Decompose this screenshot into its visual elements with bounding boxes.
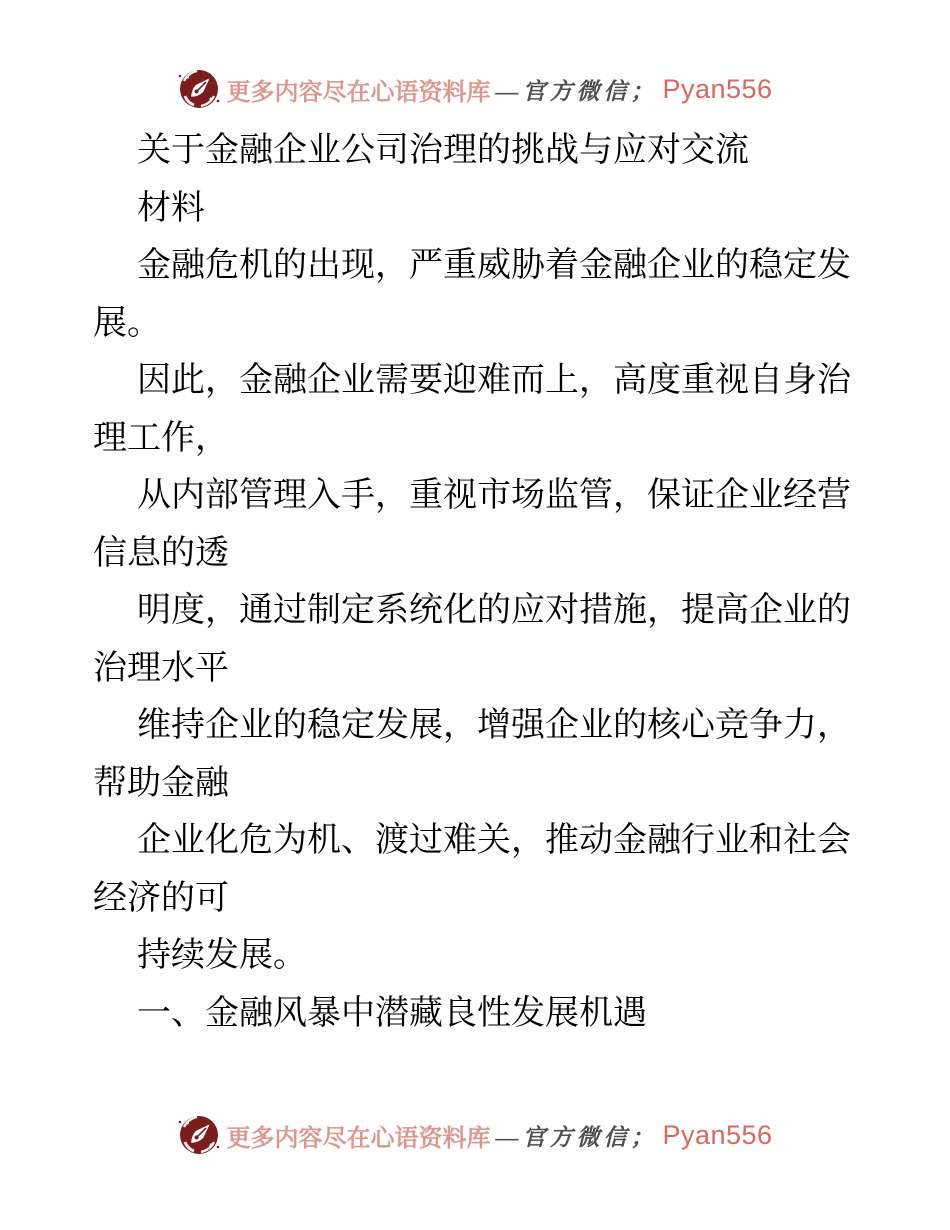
text-line: 帮助金融 — [93, 764, 229, 802]
text-line: 材料 — [137, 189, 205, 227]
text-line: 金融危机的出现，严重威胁着金融企业的稳定发 — [137, 247, 851, 284]
header-watermark — [0, 66, 950, 112]
text-line: 理工作， — [93, 419, 229, 457]
footer-watermark — [0, 1112, 950, 1158]
official-wechat-label: —官方微信； — [495, 1124, 658, 1150]
text-line: 维持企业的稳定发展，增强企业的核心竞争力， — [137, 707, 851, 744]
official-wechat-label: —官方微信； — [495, 78, 658, 104]
text-line: 一、金融风暴中潜藏良性发展机遇 — [137, 994, 647, 1032]
text-line: 从内部管理入手，重视市场监管，保证企业经营 — [137, 477, 851, 514]
wechat-id: Pyan556 — [662, 73, 773, 104]
text-line: 经济的可 — [93, 879, 229, 917]
text-line: 信息的透 — [93, 534, 229, 572]
text-line: 持续发展。 — [137, 937, 307, 974]
text-line: 企业化危为机、渡过难关，推动金融行业和社会 — [137, 822, 851, 859]
text-line: 因此，金融企业需要迎难而上，高度重视自身治 — [137, 362, 851, 399]
text-line: 展。 — [93, 304, 161, 342]
brand-text: 更多内容尽在心语资料库 — [226, 1125, 491, 1152]
text-line: 关于金融企业公司治理的挑战与应对交流 — [137, 132, 749, 169]
text-line: 明度，通过制定系统化的应对措施，提高企业的 — [137, 592, 851, 629]
text-line: 治理水平 — [93, 649, 229, 687]
pen-swirl-logo-icon — [177, 66, 221, 112]
wechat-id: Pyan556 — [662, 1119, 773, 1150]
brand-text: 更多内容尽在心语资料库 — [226, 79, 491, 106]
document-body — [93, 122, 865, 1042]
pen-swirl-logo-icon — [177, 1112, 221, 1158]
